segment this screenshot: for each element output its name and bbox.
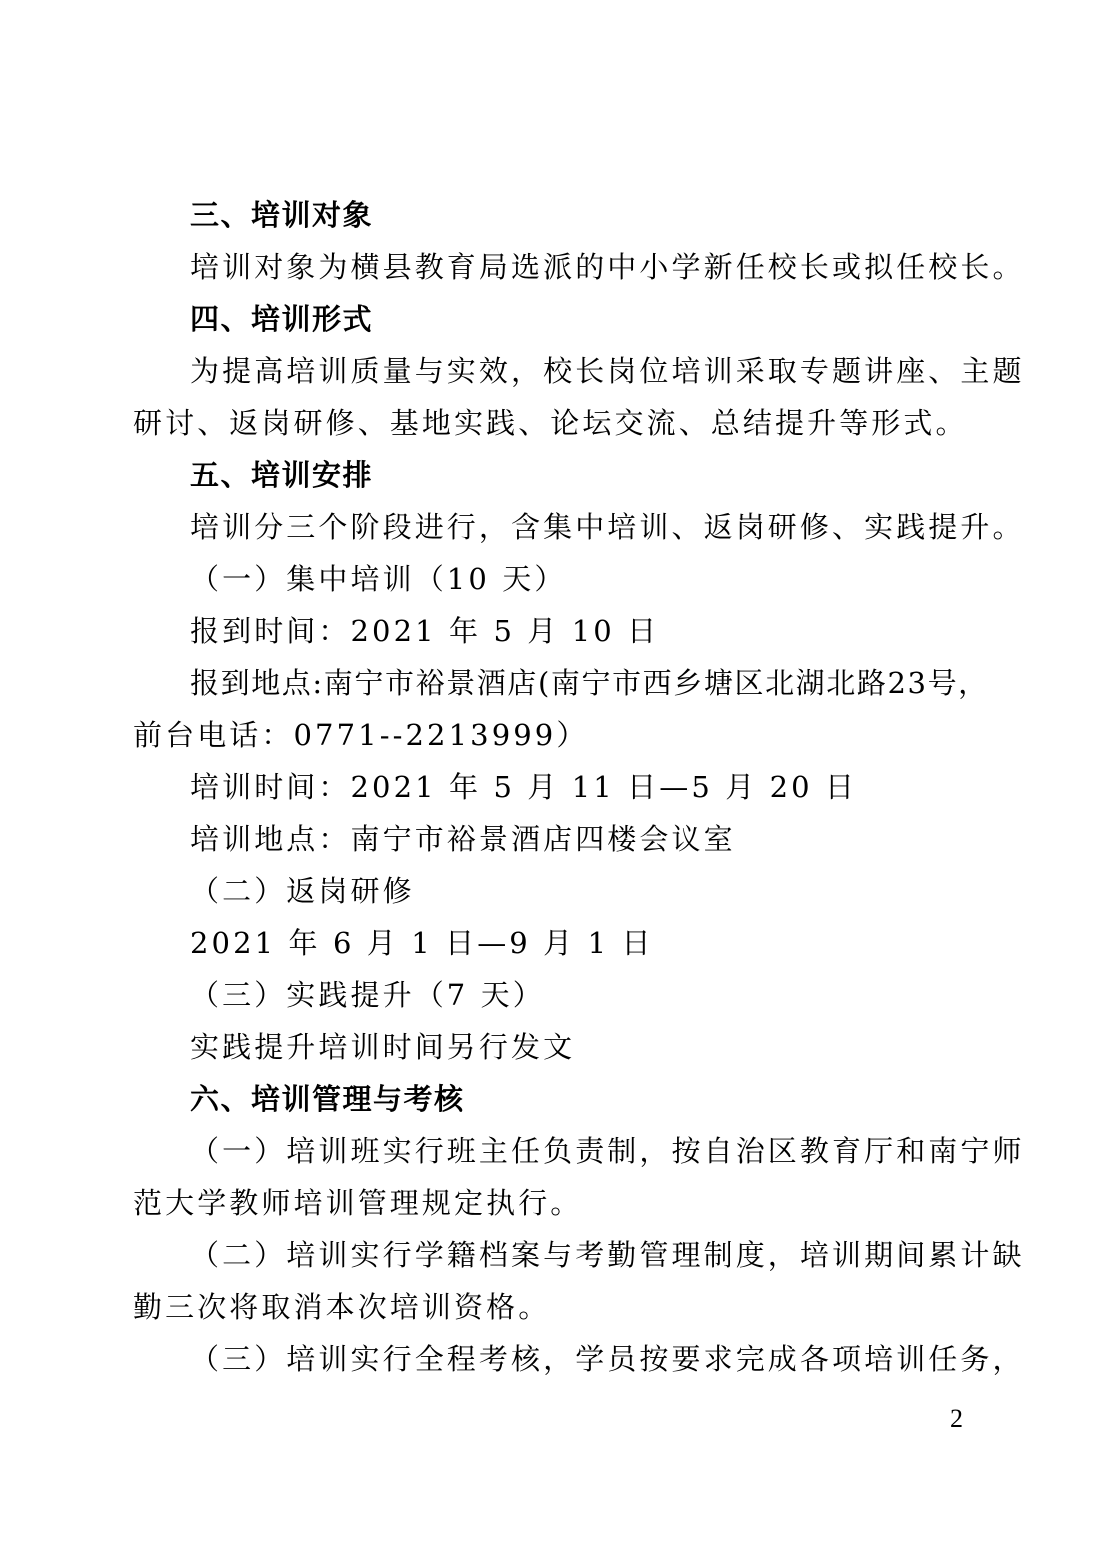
paragraph-line: 报到地点:南宁市裕景酒店(南宁市西乡塘区北湖北路23号， bbox=[190, 666, 989, 700]
page-number: 2 bbox=[950, 1404, 963, 1433]
paragraph-line: 勤三次将取消本次培训资格。 bbox=[133, 1290, 551, 1324]
subsection-heading-return-study: （二）返岗研修 bbox=[190, 874, 415, 908]
subsection-heading-centralized-training: （一）集中培训（10 天） bbox=[190, 562, 567, 596]
section-heading-training-targets: 三、培训对象 bbox=[190, 198, 374, 232]
paragraph-line: 培训对象为横县教育局选派的中小学新任校长或拟任校长。 bbox=[190, 250, 1025, 284]
subsection-heading-practice: （三）实践提升（7 天） bbox=[190, 978, 545, 1012]
paragraph-line: 培训时间：2021 年 5 月 11 日—5 月 20 日 bbox=[190, 770, 858, 804]
paragraph-line: 前台电话：0771--2213999） bbox=[133, 718, 589, 752]
paragraph-line: （三）培训实行全程考核，学员按要求完成各项培训任务， bbox=[190, 1342, 1025, 1376]
section-heading-management-assessment: 六、培训管理与考核 bbox=[190, 1082, 465, 1116]
paragraph-line: 报到时间：2021 年 5 月 10 日 bbox=[190, 614, 660, 648]
paragraph-line: 研讨、返岗研修、基地实践、论坛交流、总结提升等形式。 bbox=[133, 406, 968, 440]
paragraph-line: 培训分三个阶段进行，含集中培训、返岗研修、实践提升。 bbox=[190, 510, 1025, 544]
paragraph-line: 为提高培训质量与实效，校长岗位培训采取专题讲座、主题 bbox=[190, 354, 1025, 388]
paragraph-line: 范大学教师培训管理规定执行。 bbox=[133, 1186, 583, 1220]
paragraph-line: 2021 年 6 月 1 日—9 月 1 日 bbox=[190, 926, 654, 960]
paragraph-line: （二）培训实行学籍档案与考勤管理制度，培训期间累计缺 bbox=[190, 1238, 1025, 1272]
paragraph-line: 实践提升培训时间另行发文 bbox=[190, 1030, 576, 1064]
paragraph-line: （一）培训班实行班主任负责制，按自治区教育厅和南宁师 bbox=[190, 1134, 1025, 1168]
section-heading-training-schedule: 五、培训安排 bbox=[190, 458, 374, 492]
section-heading-training-format: 四、培训形式 bbox=[190, 302, 374, 336]
paragraph-line: 培训地点：南宁市裕景酒店四楼会议室 bbox=[190, 822, 736, 856]
